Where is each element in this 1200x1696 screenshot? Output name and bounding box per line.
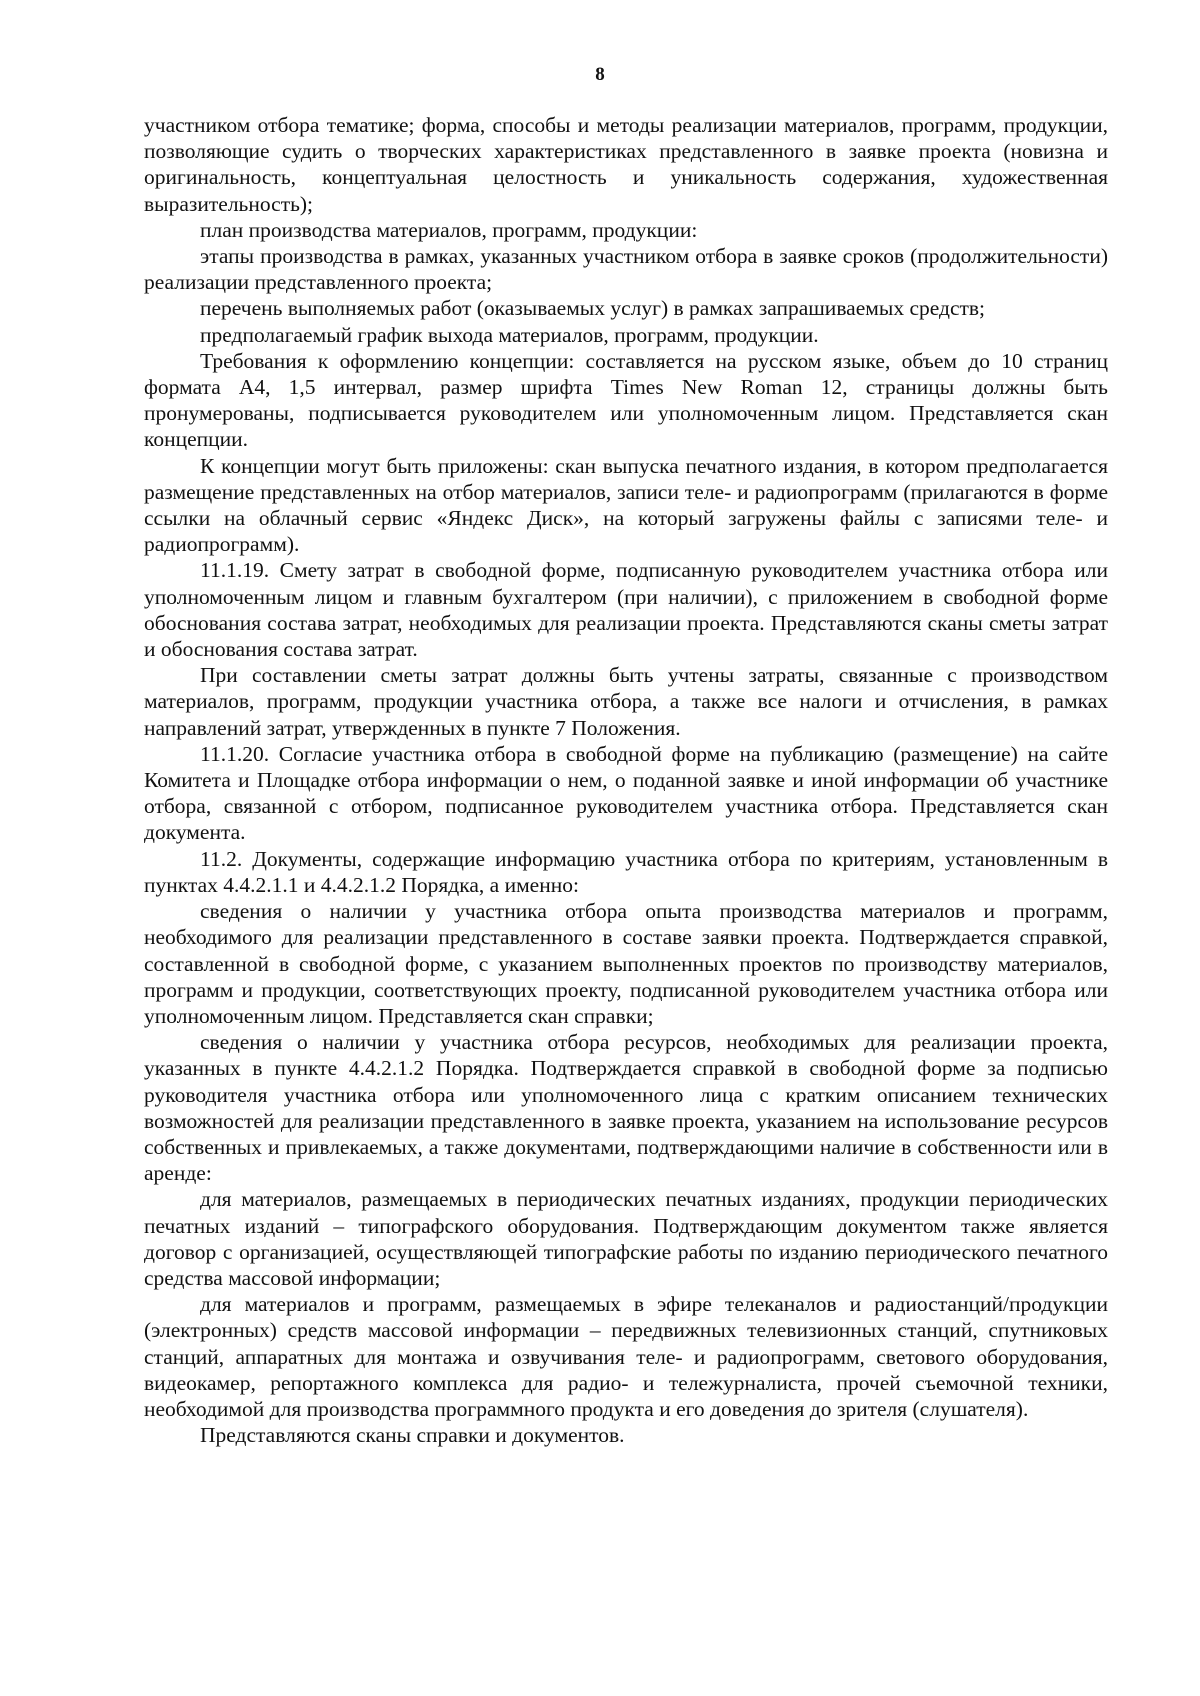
paragraph-cost-estimate-rules: При составлении сметы затрат должны быть учтены затраты, связанные с производством материалов, программ, продукции участника отбора, а также все налоги и отчисления, в рамках направлений затрат, утвержденных в пункте 7 Положения. xyxy=(144,663,1108,740)
paragraph-concept-attachments: К концепции могут быть приложены: скан выпуска печатного издания, в котором предполагается размещение представленных на отбор материалов, записи теле- и радиопрограмм (прилагаются в форме ссылки на облачный сервис «Яндекс Диск», на который загружены файлы с записями теле- и радиопрограмм). xyxy=(144,453,1108,557)
paragraph-scans-provided: Представляются сканы справки и документов. xyxy=(200,1423,625,1448)
paragraph-works-list: перечень выполняемых работ (оказываемых услуг) в рамках запрашиваемых средств; xyxy=(200,296,986,321)
paragraph-release-schedule: предполагаемый график выхода материалов, программ, продукции. xyxy=(200,322,819,347)
paragraph-11-2-criteria-documents: 11.2. Документы, содержащие информацию участника отбора по критериям, установленным в пунктах 4.4.2.1.1 и 4.4.2.1.2 Порядка, а именно: xyxy=(144,846,1108,897)
paragraph-broadcast-equipment: для материалов и программ, размещаемых в эфире телеканалов и радиостанций/продукции (электронных) средств массовой информации – передвижных телевизионных станций, спутниковых станций, аппаратных для монтажа и озвучивания теле- и радиопрограмм, светового оборудования, видеокамер, репортажного комплекса для радио- и тележурналиста, прочей съемочной техники, необходимой для производства программного продукта и его доведения до зрителя (слушателя). xyxy=(144,1292,1108,1421)
paragraph-concept-requirements: Требования к оформлению концепции: составляется на русском языке, объем до 10 страниц формата А4, 1,5 интервал, размер шрифта Times New Roman 12, страницы должны быть пронумерованы, подписывается руководителем или уполномоченным лицом. Представляется скан концепции. xyxy=(144,348,1108,452)
paragraph-11-1-19-cost-estimate: 11.1.19. Смету затрат в свободной форме, подписанную руководителем участника отбора или уполномоченным лицом и главным бухгалтером (при наличии), с приложением в свободной форме обоснования состава затрат, необходимых для реализации проекта. Представляются сканы сметы затрат и обоснования состава затрат. xyxy=(144,558,1108,662)
paragraph-production-plan: план производства материалов, программ, продукции: xyxy=(200,217,698,242)
paragraph-production-stages: этапы производства в рамках, указанных участником отбора в заявке сроков (продолжительности) реализации представленного проекта; xyxy=(144,244,1108,295)
paragraph-thematic-continuation: участником отбора тематике; форма, способы и методы реализации материалов, программ, продукции, позволяющие судить о творческих характеристиках представленного в заявке проекта (новизна и оригинальность, концептуальная целостность и уникальность содержания, художественная выразительность); xyxy=(144,113,1108,216)
paragraph-print-equipment: для материалов, размещаемых в периодических печатных изданиях, продукции периодических печатных изданий – типографского оборудования. Подтверждающим документом также является договор с организацией, осуществляющей типографские работы по изданию периодического печатного средства массовой информации; xyxy=(144,1187,1108,1290)
paragraph-experience-info: сведения о наличии у участника отбора опыта производства материалов и программ, необходимого для реализации представленного в составе заявки проекта. Подтверждается справкой, составленной в свободной форме, с указанием выполненных проектов по производству материалов, программ и продукции, соответствующих проекту, подписанной руководителем участника отбора или уполномоченным лицом. Представляется скан справки; xyxy=(144,899,1108,1028)
document-body xyxy=(144,112,1108,1448)
paragraph-resources-info: сведения о наличии у участника отбора ресурсов, необходимых для реализации проекта, указанных в пункте 4.4.2.1.2 Порядка. Подтверждается справкой в свободной форме за подписью руководителя участника отбора или уполномоченного лица с кратким описанием технических возможностей для реализации представленного в заявке проекта, указанием на использование ресурсов собственных и привлекаемых, а также документами, подтверждающими наличие в собственности или в аренде: xyxy=(144,1030,1108,1186)
paragraph-11-1-20-consent: 11.1.20. Согласие участника отбора в свободной форме на публикацию (размещение) на сайте Комитета и Площадке отбора информации о нем, о поданной заявке и иной информации об участнике отбора, связанной с отбором, подписанное руководителем участника отбора. Представляется скан документа. xyxy=(144,741,1108,845)
page-number: 8 xyxy=(595,64,605,85)
